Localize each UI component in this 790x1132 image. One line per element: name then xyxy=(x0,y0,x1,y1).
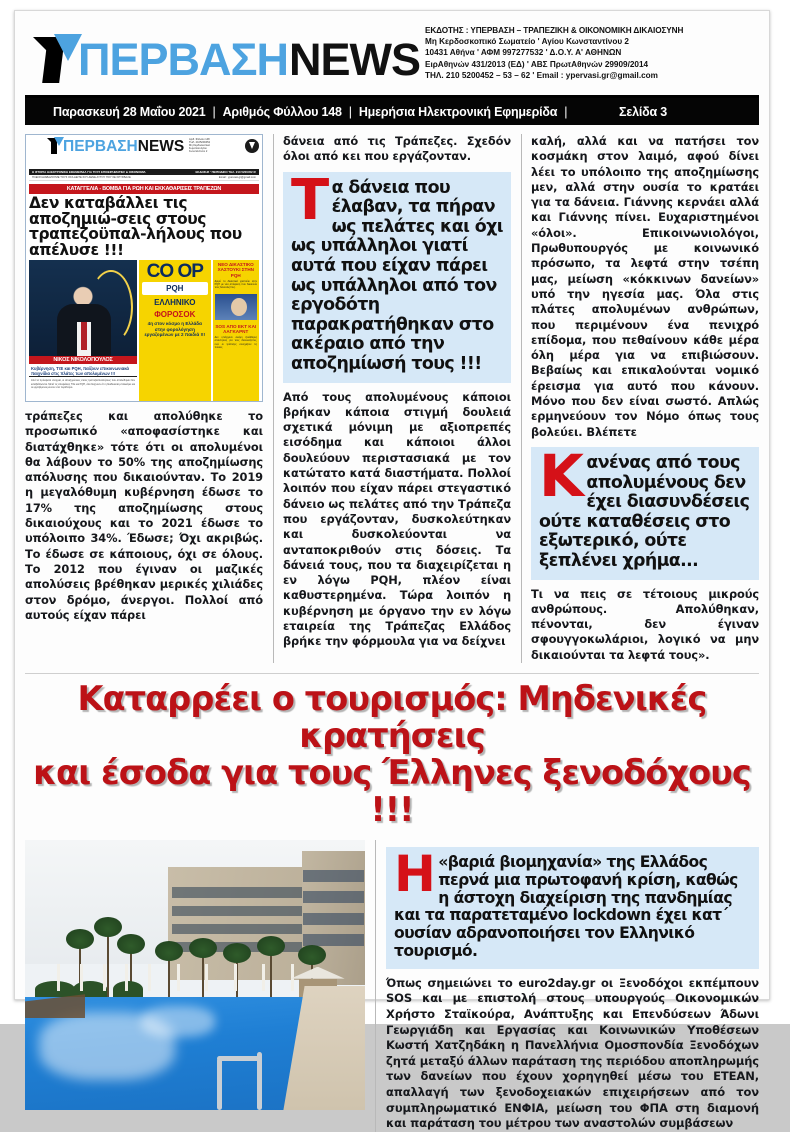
thumbnail-greek-sub: 4η στον κόσμο η Ελλάδα στην φορολόγηση εργαζομένων με 2 παιδιά !!! xyxy=(144,321,206,338)
tourism-headline-banner xyxy=(25,673,759,836)
publisher-line-3: 10431 Αθήνα ' ΑΦΜ 997277532 ' Δ.Ο.Υ. Α' ΑΘΗΝΩΝ xyxy=(425,48,622,58)
thumbnail-sidebar-column xyxy=(213,260,259,402)
thumbnail-sidebar-text2: Δριμύ το δικαστικό χαστούκι στην PQH με νέα απόφαση που δικαιώνει τους δανειολήπτες. xyxy=(214,280,257,290)
thumbnail-sidebar-text: Δεν υπάρχουν ακόμη ξεκάθαρες απαντήσεις για τους δανειολήπτες, ενώ οι τράπεζες συνεχίζουν τις πιέσεις. xyxy=(214,336,257,349)
tourism-body-text: Όπως σημειώνει το euro2day.gr οι Ξενοδόχοι εκπέμπουν SOS και με επιστολή στους υπουργούς Οικονομικών Χρήστο Σταϊκούρα, Ανάπτυξης και Επενδύσεων Άδωνι Γεωργιάδη και Εργασίας και Κοινωνικών Υποθέσεων Κωστή Χατζηδάκη η Πανελλήνια Ομοσπονδία Ξενοδόχων ζητά μεταξύ άλλων παράταση της περιόδου αποπληρωμής των δανείων που έχουν χορηγηθεί μέσω του ΕΤΕΑΝ, απαλλαγή των ξενοδοχειακών επιχειρήσεων από τον συμπληρωματικό ΕΝΦΙΑ, μείωση του ΦΠΑ στη διαμονή και παράταση του μέτρου των αναστολών συμβάσεων xyxy=(386,975,759,1131)
dropcap-kappa: Κ xyxy=(539,441,584,510)
thumbnail-logo-secondary: NEWS xyxy=(137,137,185,155)
thumbnail-alert-banner: ΚΑΤΑΓΓΕΛΙΑ - ΒΟΜΒΑ ΓΙΑ ΡΩΗ ΚΑΙ ΕΚΚΑΘΑΡΙΣΕΙΣ ΤΡΑΠΕΖΩΝ xyxy=(29,184,259,194)
article-columns xyxy=(25,134,759,663)
publisher-line-5: ΤΗΛ. 210 5200452 – 53 – 62 ' Email : ypervasi.gr@gmail.com xyxy=(425,70,658,80)
left-column-body: τράπεζες και απολύθηκε το προσωπικό «αποφασίστηκε και διατάχθηκε» τότε ότι οι απολυμένοι θα λάβουν το 50% της αποζημίωσης απόλυσης που δικαιούνταν. Το 2019 η μεγαλόθυμη κυβέρνηση έδωσε το 17% της αποζημίωσης στους δικαιούχους και το 2021 έδωσε το υπόλοιπο 34%. Έδωσε; Όχι ακριβώς. Το έδωσε σε κάποιους, όχι σε όλους. Το 2012 που έγιναν οι μαζικές απολύσεις βρέθηκαν μερικές χιλιάδες στον δρόμο, άνεργοι. Πολλοί από αυτούς είχαν πάρει xyxy=(25,409,263,622)
tourism-text-column xyxy=(375,840,759,1132)
separator: | xyxy=(564,104,568,119)
page-sheet xyxy=(14,10,770,1131)
thumbnail-greek-head2: ΦΟΡΟΣΟΚ xyxy=(154,310,196,319)
coop-logo-text: CO OP xyxy=(146,261,203,282)
right-column-body-2: Τι να πεις σε τέτοιους μικρούς ανθρώπους. Απολύθηκαν, πένονται, δεν έγιναν σφουγγοκωλάριοι, λογικό να μην δικαιούνται τα λεφτά τους». xyxy=(531,586,759,662)
dropcap-tau: Τ xyxy=(291,167,329,233)
pullquote-1-text: α δάνεια που έλαβαν, τα πήραν ως πελάτες και όχι ως υπάλληλοι γιατί αυτά που είχαν πάρει ως υπάλληλοι από τον εργοδότη παρακρατήθηκαν στο ακέραιο από την αποζημίωσή τους !!! xyxy=(291,177,503,374)
thumbnail-headline: Δεν καταβάλλει τις αποζημιώ-σεις στους τραπεζοϋπαλ-λήλους που απέλυσε !!! xyxy=(29,194,242,259)
middle-column-body: Από τους απολυμένους κάποιοι βρήκαν κάποια στιγμή δουλειά σχετικά μόνιμη με αξιοπρεπές εισόδημα και κάποιοι άλλοι δουλεύουν περιστασιακά με τον κατώτατο κατά διαστήματα. Πολλοί λοιπόν που είχαν πάρει στεγαστικό δάνειο ως πελάτες από την Τράπεζα που εργάζονταν, δυσκολεύτηκαν και δυσκολεύονται να ανταποκριθούν στις δόσεις. Τα δάνειά τους, που τα διαχειρίζεται η εν λόγω PQH, πλέον είναι καθυστερημένα. Τώρα λοιπόν η κυβέρνηση με όργανο την εν λόγω εταιρεία της Τράπεζας Ελλάδος βρήκε την φόρμουλα για να δείχνει xyxy=(283,389,511,649)
thumbnail-sidebar-head2: ΝΕΟ ΔΙΚΑΣΤΙΚΟ ΧΑΣΤΟΥΚΙ ΣΤΗΝ PQH xyxy=(217,262,255,278)
column-middle xyxy=(273,134,511,663)
tourism-photo-wrap xyxy=(25,840,365,1132)
publisher-line-1: ΕΚΔΟΤΗΣ : ΥΠΕΡΒΑΣΗ – ΤΡΑΠΕΖΙΚΗ & ΟΙΚΟΝΟΜΙΚΗ ΔΙΚΑΙΟΣΥΝΗ xyxy=(425,26,684,35)
separator: | xyxy=(348,104,352,119)
pullquote-box-2 xyxy=(531,441,759,580)
logo-text-secondary: NEWS xyxy=(289,34,421,85)
column-left xyxy=(25,134,263,663)
separator: | xyxy=(212,104,216,119)
thumbnail-photo-caption: ΝΙΚΟΣ ΝΙΚΟΛΟΠΟΥΛΟΣ xyxy=(29,356,137,364)
pqh-logo-text: PQH xyxy=(142,282,208,295)
tourism-headline-line-2: και έσοδα για τους Έλληνες ξενοδόχους !!! xyxy=(33,752,751,829)
thumbnail-sidebar-photo xyxy=(215,294,257,320)
thumbnail-photo-subhead: Κυβέρνηση, ΤτΕ και PQH, παίζουν επικοινωνιακά παιχνίδια στις πλάτες των απολυμένων !!! xyxy=(29,364,137,377)
resort-hotel-swimming-pool-photo xyxy=(25,840,365,1110)
thumbnail-strip2-right: Email : ypervasi.gr@gmail.com xyxy=(218,176,256,179)
thumbnail-coop-ad xyxy=(139,260,211,402)
masthead xyxy=(15,11,769,95)
pullquote-box-1 xyxy=(283,167,511,383)
front-page-thumbnail[interactable] xyxy=(25,134,263,402)
publication-type: Ημερήσια Ηλεκτρονική Εφημερίδα xyxy=(358,104,558,119)
pullquote-3-text: «βαριά βιομηχανία» της Ελλάδος περνά μια πρωτοφανή κρίση, καθώς η άστοχη διαχείριση της πανδημίας και τα παρατεταμένο lockdown έχει κατ΄ ουσίαν αδρανοποιήσει τον Ελληνικό τουρισμό. xyxy=(394,852,738,960)
thumbnail-sidebar-head: SOS ΑΠΟ ΕΚΤ ΚΑΙ ΛΑΓΚΑΡΝΤ xyxy=(215,323,257,334)
page-number: Σελίδα 3 xyxy=(619,104,667,119)
middle-column-lead: δάνεια από τις Τράπεζες. Σχεδόν όλοι από κει που εργάζονταν. xyxy=(283,134,511,164)
right-column-body-1: καλή, αλλά και να πατήσει τον κοσμάκη στον λαιμό, αφού δίνει λέει το υπόλοιπο της αποζημίωσης μεν, αλλά στην ουσία το κρατάει για τα δάνεια. Γιάννης κερνάει αλλά και Γιάννης πίνει. Ευχαριστημένοι «όλοι». Επικοινωνιολόγοι, Πρωθυπουργός με κοινωνικό πρόσωπο, τα λεφτά στην τσέπη μας, μείωση «κόκκινων δανείων» υπό την ηγεσία μας. Όλα στις πλάτες απολυμένων ανθρώπων, που περιμένουν ένα πενιχρό επίδομα, που πεθαίνουν κάθε μέρα όλη μέρα για να επιβιώσουν. Βεβαίως και επικαλούνται νομικό έρεισμα για αυτό που κάνουν. Μόνο που δεν είναι σωστό. Απλώς ερμηνεύουν τον Νόμο όπως τους βολεύει. Βλέπετε xyxy=(531,134,759,439)
pullquote-2-text: ανένας από τους απολυμένους δεν έχει διασυνδέσεις ούτε καταθέσεις στο εξωτερικό, ούτε ξεπλένει χρήμα... xyxy=(539,452,750,571)
thumbnail-strip-left: Η ΙΣΤΟΡΙΑ ΗΛΕΚΤΡΟΝΙΚΗ ΕΦΗΜΕΡΙΔΑ ΓΙΑ ΤΟΥΣ ΕΠΙΧΕΙΡΗΜΑΤΙΕΣ & ΟΙΚΟΝΟΜΙΑ xyxy=(32,170,146,174)
thumbnail-strip2-left: ΠΛΕΟΝ ΔΙΑΒΑΖΟΥΜΕ ΤΟΥΣ ΟΣΑ ΔΕΙΤΕ ΣΟΥ ΔΕΝΕ ΑΥΤΟΥ ΠΟΥ ΣΕ ΚΡΥΣΒΑΛΕ xyxy=(32,176,131,179)
thumbnail-publisher-mini: Αριθ. Φύλλου 148 ΤΗΛ. 2105200452 Μη Κερδοσκοπικό Σωματείο Αγίου Κωνσταντίνου 2 xyxy=(189,138,211,154)
column-right xyxy=(521,134,759,663)
logo-text-primary: ΠΕΡΒΑΣΗ xyxy=(78,34,289,85)
thumbnail-strip-right: ΕΚΔΟΣΗΣ ' ΠΕΡΙΟΔΙΚΟ ΤΗΛ. 210 5200452 ΙΣ xyxy=(195,170,256,174)
thumbnail-portrait-photo xyxy=(29,260,137,356)
dropcap-eta: Η xyxy=(394,844,436,903)
thumbnail-y-logo-icon xyxy=(47,138,62,154)
issue-number: Αριθμός Φύλλου 148 xyxy=(222,104,342,119)
publisher-line-2: Μη Κερδοσκοπικό Σωματείο ' Αγίου Κωνσταντίνου 2 xyxy=(425,37,629,47)
thumbnail-logo-primary: ΠΕΡΒΑΣΗ xyxy=(63,137,138,155)
tourism-section xyxy=(25,840,759,1132)
thumbnail-badge-icon xyxy=(245,139,259,153)
pool-ladder-icon xyxy=(217,1052,277,1110)
thumbnail-photo-body: Από τα πρόσφατα στοιχεία, οι αποζημιώσεις στους τραπεζοϋπαλλήλους που απολύθηκαν δεν καταβάλλονται. Μετά τις αποφάσεις ΤτΕ και PQH, όλα δείχνουν ότι η διαδικασία μπλοκάρει και οι εργαζόμενοι μένουν στο περιθώριο. xyxy=(31,379,135,389)
masthead-logo xyxy=(33,34,421,85)
publisher-line-4: ΕιρΑθηνών 431/2013 (ΕΔ) ' ΑΒΣ ΠρωτΑθηνών 29909/2014 xyxy=(425,59,649,69)
pullquote-box-3 xyxy=(386,844,759,969)
thumbnail-greek-head1: ΕΛΛΗΝΙΚΟ xyxy=(154,298,196,307)
ypervasi-y-logo-icon xyxy=(33,37,77,83)
tourism-headline-line-1: Καταρρέει ο τουρισμός: Μηδενικές κρατήσεις xyxy=(77,678,707,755)
issue-date: Παρασκευή 28 Μαΐου 2021 xyxy=(53,104,206,119)
date-bar xyxy=(25,95,759,125)
publisher-info xyxy=(425,25,755,81)
